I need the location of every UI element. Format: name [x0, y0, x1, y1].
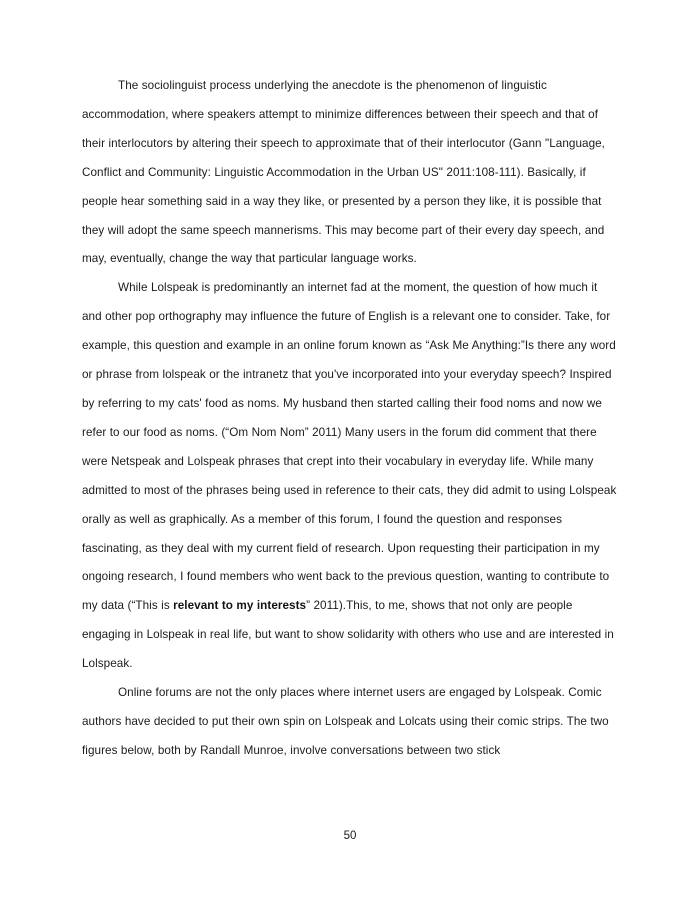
emphasized-phrase-relevant-to-my-interests: relevant to my interests — [173, 599, 307, 613]
document-body — [82, 72, 618, 766]
page-number: 50 — [343, 830, 357, 842]
paragraph-lolspeak-text-after: ” 2011).This, to me, shows that not only are people engaging in Lolspeak in real life, but want to show solidarity with others who use and are interested in Lolspeak. — [82, 599, 614, 671]
paragraph-accommodation: The sociolinguist process underlying the anecdote is the phenomenon of linguistic accommodation, where speakers attempt to minimize differences between their speech and that of their interlocutors by altering their speech to approximate that of their interlocutor (Gann "Language, Conflict and Community: Linguistic Accommodation in the Urban US" 2011:108-111). Basically, if people hear something said in a way they like, or presented by a person they like, it is possible that they will adopt the same speech mannerisms. This may become part of their every day speech, and may, eventually, change the way that particular language works. — [82, 79, 605, 266]
paragraph-lolspeak-forum — [82, 274, 618, 679]
paragraph-comics: Online forums are not the only places where internet users are engaged by Lolspeak. Comic authors have decided to put their own spin on Lolspeak and Lolcats using their comic strips. The two figures below, both by Randall Munroe, involve conversations between two stick — [82, 686, 609, 757]
paragraph-lolspeak-text-before: While Lolspeak is predominantly an internet fad at the moment, the question of how much it and other pop orthography may influence the future of English is a relevant one to consider. Take, for example, this question and example in an online forum known as “Ask Me Anything:”Is there any word or phrase from lolspeak or the intranetz that you've incorporated into your everyday speech? Inspired by referring to my cats' food as noms. My husband then started calling their food noms and now we refer to our food as noms. (“Om Nom Nom” 2011) Many users in the forum did comment that there were Netspeak and Lolspeak phrases that crept into their vocabulary in everyday life. While many admitted to most of the phrases being used in reference to their cats, they did admit to using Lolspeak orally as well as graphically. As a member of this forum, I found the question and responses fascinating, as they deal with my current field of research. Upon requesting their participation in my ongoing research, I found members who went back to the previous question, wanting to contribute to my data (“This is — [82, 281, 617, 613]
